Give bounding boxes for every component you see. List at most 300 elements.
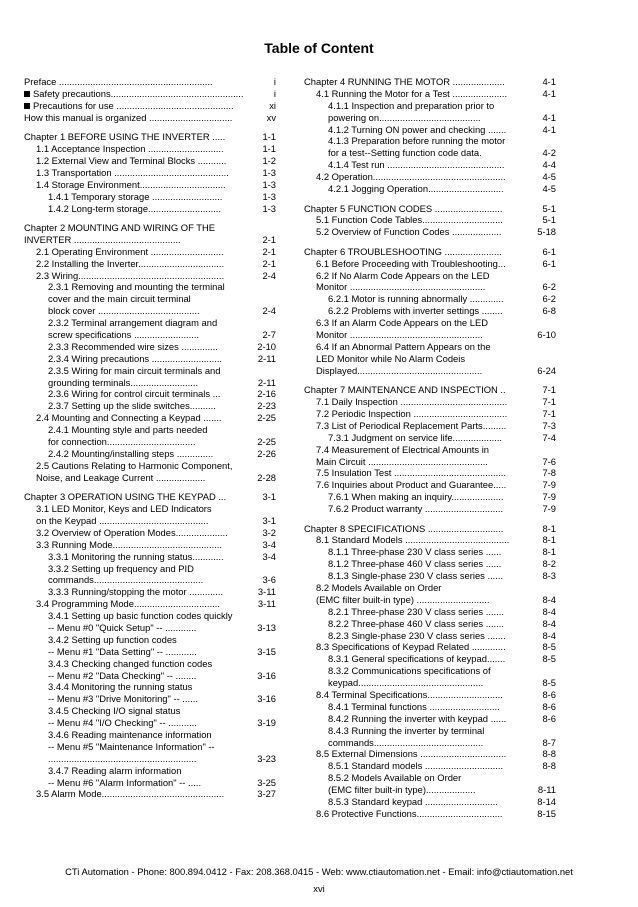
toc-entry-text: 7.6 Inquiries about Product and Guarantee..... <box>316 479 507 491</box>
toc-entry-text: -- Menu #1 "Data Setting" -- ............ <box>48 645 197 657</box>
toc-entry-text: Main Circuit .............................................. <box>316 455 488 467</box>
toc-entry-text: cover and the main circuit terminal <box>48 293 191 305</box>
toc-entry[interactable] <box>304 456 556 468</box>
toc-entry-text: -- Menu #5 "Maintenance Information" -- <box>48 740 215 752</box>
toc-entry-text: Monitor ................................................... <box>316 329 483 340</box>
toc-entry-text: ......................................................... <box>48 752 197 764</box>
toc-entry[interactable] <box>24 436 276 448</box>
toc-entry[interactable] <box>304 570 556 582</box>
toc-entry[interactable] <box>304 214 556 226</box>
toc-entry-text: 7.5 Insulation Test ........................................... <box>316 467 507 479</box>
toc-entry-page: 3-16 <box>257 693 276 705</box>
toc-entry[interactable] <box>304 203 556 215</box>
toc-entry[interactable] <box>24 515 276 527</box>
toc-entry-page: 3-1 <box>262 514 276 526</box>
toc-entry[interactable] <box>304 503 556 515</box>
toc-entry[interactable] <box>304 88 556 100</box>
toc-entry[interactable] <box>24 658 276 670</box>
toc-entry-page: 3-27 <box>257 788 276 800</box>
toc-entry[interactable] <box>24 670 276 682</box>
toc-entry[interactable] <box>304 808 556 820</box>
toc-entry[interactable] <box>24 143 276 155</box>
toc-entry[interactable] <box>24 100 276 112</box>
toc-entry[interactable] <box>304 689 556 701</box>
toc-entry-text: Displayed................................................ <box>316 364 483 376</box>
toc-entry[interactable] <box>304 396 556 408</box>
toc-entry[interactable] <box>304 665 556 677</box>
toc-entry-text: 1.4 Storage Environment................................. <box>36 178 226 190</box>
toc-entry[interactable] <box>24 341 276 353</box>
toc-entry-text: 8.1.3 Single-phase 230 V class series ...... <box>328 570 504 582</box>
toc-entry[interactable] <box>24 460 276 472</box>
toc-entry-page: 3-4 <box>262 550 276 562</box>
toc-entry-page: i <box>273 87 276 99</box>
toc-entry-page: 7-9 <box>542 503 556 515</box>
toc-entry-page: 6-1 <box>542 245 556 257</box>
toc-entry[interactable] <box>24 76 276 88</box>
toc-entry-text: 8.2.2 Three-phase 460 V class series ....... <box>328 617 504 629</box>
toc-entry-text: 2.3.3 Recommended wire sizes .............. <box>48 340 218 352</box>
toc-entry-text: Preface ........................................................... <box>24 76 213 87</box>
toc-entry[interactable] <box>24 622 276 634</box>
toc-entry-text: 3.5 Alarm Mode............................................... <box>36 788 225 800</box>
toc-entry[interactable] <box>304 226 556 238</box>
toc-entry-page: 8-2 <box>542 558 556 570</box>
toc-entry[interactable] <box>24 693 276 705</box>
toc-entry-page: 8-4 <box>542 617 556 629</box>
toc-entry-text: 3.2 Overview of Operation Modes.................... <box>36 526 228 538</box>
toc-entry-text: 1.1 Acceptance Inspection ............................. <box>36 143 224 155</box>
toc-entry[interactable] <box>24 729 276 741</box>
toc-entry[interactable] <box>24 681 276 693</box>
toc-entry-page: 7-3 <box>542 419 556 431</box>
toc-entry[interactable] <box>304 159 556 171</box>
footer-contact: CTi Automation - Phone: 800.894.0412 - Fax: 208.368.0415 - Web: www.ctiautomation.net - Email: info@ctiautomation.net <box>65 866 573 877</box>
toc-entry-page: 2-1 <box>262 245 276 257</box>
toc-entry-text: 2.3.7 Setting up the slide switches.......... <box>48 400 216 412</box>
toc-entry-text: 3.1 LED Monitor, Keys and LED Indicators <box>36 503 212 515</box>
toc-entry-text: 3.3 Running Mode.......................................... <box>36 538 223 550</box>
toc-entry[interactable] <box>304 365 556 377</box>
toc-entry[interactable] <box>24 634 276 646</box>
toc-entry[interactable] <box>304 653 556 665</box>
toc-entry-text: 3.3.2 Setting up frequency and PID <box>48 562 194 574</box>
toc-entry[interactable] <box>24 741 276 753</box>
toc-entry[interactable] <box>24 353 276 365</box>
square-bullet-icon <box>24 91 30 97</box>
toc-entry-page: 7-1 <box>542 396 556 408</box>
toc-entry-page: 1-1 <box>262 131 276 143</box>
toc-entry-text: 5.2 Overview of Function Codes ................... <box>316 226 502 238</box>
toc-entry-text: 8.3 Specifications of Keypad Related ............. <box>316 641 506 653</box>
toc-entry[interactable] <box>24 753 276 765</box>
toc-entry-page: 2-28 <box>257 471 276 483</box>
toc-entry-text: 6.2.2 Problems with inverter settings ........ <box>328 305 503 317</box>
toc-entry[interactable] <box>304 432 556 444</box>
toc-entry-page: 1-3 <box>262 190 276 202</box>
toc-entry[interactable] <box>304 408 556 420</box>
toc-entry-text: 4.1 Running the Motor for a Test ..................... <box>316 87 508 99</box>
toc-entry-page: xi <box>269 99 276 111</box>
toc-entry-page: 8-4 <box>542 629 556 641</box>
toc-entry-page: 8-11 <box>537 784 556 796</box>
toc-entry-text: -- Menu #3 "Drive Monitoring" -- ...... <box>48 693 198 705</box>
toc-entry-text: 4.1.3 Preparation before running the motor <box>328 135 506 147</box>
toc-entry-text: 6.4 If an Abnormal Pattern Appears on the <box>316 340 491 352</box>
toc-entry[interactable] <box>304 491 556 503</box>
toc-entry-page: 6-8 <box>542 305 556 317</box>
toc-entry-text: (EMC filter built-in type)................... <box>328 784 476 796</box>
toc-entry-page: 3-25 <box>257 776 276 788</box>
toc-entry[interactable] <box>24 539 276 551</box>
toc-entry[interactable] <box>304 281 556 293</box>
toc-entry-text: INVERTER ......................................... <box>24 233 181 245</box>
toc-entry-text: 7.3 List of Periodical Replacement Parts......... <box>316 419 507 431</box>
toc-entry-text: 8.2 Models Available on Order <box>316 582 442 593</box>
toc-entry-text: 2.2 Installing the Inverter................................. <box>36 257 225 269</box>
toc-entry-text: Chapter 7 MAINTENANCE AND INSPECTION .. <box>304 384 506 396</box>
toc-entry[interactable] <box>24 527 276 539</box>
toc-entry[interactable] <box>24 777 276 789</box>
toc-entry-page: 2-11 <box>257 352 276 364</box>
toc-entry-text: 6.3 If an Alarm Code Appears on the LED <box>316 317 488 329</box>
toc-entry-page: 7-8 <box>542 467 556 479</box>
toc-entry-text: keypad................................................ <box>328 677 484 689</box>
toc-entry-text: 8.1.2 Three-phase 460 V class series ...... <box>328 558 502 570</box>
toc-entry-page: 2-10 <box>257 340 276 352</box>
toc-entry[interactable] <box>304 135 556 147</box>
toc-entry[interactable] <box>304 748 556 760</box>
toc-entry-page: 1-2 <box>262 154 276 166</box>
toc-entry-page: 3-11 <box>257 586 276 598</box>
toc-entry-text: commands.......................................... <box>48 574 204 586</box>
toc-entry-page: 3-11 <box>257 598 276 610</box>
toc-entry[interactable] <box>304 246 556 258</box>
toc-entry[interactable] <box>304 171 556 183</box>
toc-entry-page: 7-9 <box>542 491 556 503</box>
toc-entry-page: 3-6 <box>262 574 276 586</box>
toc-entry-text: 2.3.5 Wiring for main circuit terminals and <box>48 364 221 376</box>
toc-entry-page: 7-1 <box>542 407 556 419</box>
toc-entry-text: 6.2 If No Alarm Code Appears on the LED <box>316 269 490 281</box>
toc-entry-page: 1-3 <box>262 166 276 178</box>
toc-entry-text: 8.4.1 Terminal functions ........................... <box>328 700 500 712</box>
toc-entry[interactable] <box>304 112 556 124</box>
toc-entry[interactable] <box>24 598 276 610</box>
toc-entry-text: 2.3 Wiring........................................................ <box>36 269 225 281</box>
toc-entry-page: 1-1 <box>262 143 276 155</box>
toc-entry-page: 8-1 <box>542 534 556 546</box>
toc-entry-page: 4-2 <box>542 147 556 159</box>
toc-entry-text: 8.4 Terminal Specifications............................. <box>316 689 503 701</box>
toc-entry-page: 6-10 <box>537 329 556 340</box>
toc-entry-text: Monitor .................................................... <box>316 281 486 293</box>
toc-entry-text: block cover ....................................... <box>48 305 200 317</box>
toc-entry-page: 8-15 <box>537 807 556 819</box>
toc-entry-text: grounding terminals.......................... <box>48 376 199 388</box>
toc-entry[interactable] <box>24 765 276 777</box>
toc-entry[interactable] <box>304 641 556 653</box>
toc-entry-text: 7.1 Daily Inspection ......................................... <box>316 396 508 408</box>
toc-entry[interactable] <box>304 479 556 491</box>
toc-entry-text: 3.4.7 Reading alarm information <box>48 764 182 776</box>
toc-entry-text: 5.1 Function Code Tables............................... <box>316 214 503 226</box>
toc-entry-page: 3-16 <box>257 669 276 681</box>
toc-entry[interactable] <box>304 606 556 618</box>
toc-entry[interactable] <box>304 305 556 317</box>
toc-entry-page: 6-24 <box>537 364 556 376</box>
toc-entry-page: 1-3 <box>262 202 276 214</box>
toc-entry-page: 4-4 <box>542 159 556 171</box>
toc-entry[interactable] <box>304 147 556 159</box>
toc-entry-text: Chapter 1 BEFORE USING THE INVERTER ..... <box>24 131 226 143</box>
toc-entry[interactable] <box>24 388 276 400</box>
toc-entry[interactable] <box>24 503 276 515</box>
toc-right-column <box>304 76 556 820</box>
toc-entry[interactable] <box>304 546 556 558</box>
toc-entry-page: 2-7 <box>262 329 276 340</box>
toc-entry-text: 6.2.1 Motor is running abnormally ............. <box>328 293 504 305</box>
toc-entry-page: 3-2 <box>262 526 276 538</box>
toc-entry-page: 4-1 <box>542 76 556 87</box>
toc-entry[interactable] <box>304 558 556 570</box>
toc-entry[interactable] <box>24 281 276 293</box>
toc-entry-text: 7.2 Periodic Inspection .................................... <box>316 407 508 419</box>
toc-entry[interactable] <box>304 384 556 396</box>
toc-entry-text: Noise, and Leakage Current ................... <box>36 471 206 483</box>
toc-entry-text: 8.1.1 Three-phase 230 V class series ...... <box>328 546 502 558</box>
toc-entry-text: 7.4 Measurement of Electrical Amounts in <box>316 443 489 455</box>
toc-entry[interactable] <box>304 772 556 784</box>
toc-entry-page: 8-8 <box>542 748 556 760</box>
toc-entry-page: 8-4 <box>542 593 556 605</box>
toc-entry-text: 3.4.6 Reading maintenance information <box>48 728 212 740</box>
toc-entry-page: 7-4 <box>542 431 556 443</box>
square-bullet-icon <box>24 103 30 109</box>
toc-entry-text: 8.5 External Dimensions ................................. <box>316 748 507 760</box>
toc-entry-text: Chapter 3 OPERATION USING THE KEYPAD ... <box>24 491 227 503</box>
toc-entry-text: 8.4.3 Running the inverter by terminal <box>328 724 485 736</box>
toc-entry[interactable] <box>24 574 276 586</box>
toc-entry[interactable] <box>24 788 276 800</box>
toc-entry-text: -- Menu #6 "Alarm Information" -- ..... <box>48 776 202 788</box>
toc-entry[interactable] <box>24 472 276 484</box>
toc-entry[interactable] <box>24 293 276 305</box>
toc-entry[interactable] <box>24 112 276 124</box>
toc-entry-text: 6.1 Before Proceeding with Troubleshooting... <box>316 257 506 269</box>
toc-entry[interactable] <box>24 179 276 191</box>
toc-entry-page: 8-6 <box>542 700 556 712</box>
toc-entry-text: 8.5.1 Standard models .............................. <box>328 760 504 772</box>
toc-entry-page: 8-5 <box>542 641 556 653</box>
toc-entry[interactable] <box>24 131 276 143</box>
toc-entry-text: 8.5.2 Models Available on Order <box>328 772 462 784</box>
toc-entry-page: xv <box>266 111 276 123</box>
toc-entry-text: 3.4.4 Monitoring the running status <box>48 681 193 693</box>
toc-entry-text: 4.2 Operation................................................... <box>316 171 506 183</box>
toc-entry-text: 8.2.3 Single-phase 230 V class series ....... <box>328 629 506 641</box>
toc-entry[interactable] <box>24 88 276 100</box>
toc-entry[interactable] <box>304 630 556 642</box>
toc-entry-text: 2.3.2 Terminal arrangement diagram and <box>48 317 218 329</box>
toc-entry[interactable] <box>24 191 276 203</box>
toc-entry-page: 4-5 <box>542 171 556 183</box>
toc-entry-text: screw specifications ......................... <box>48 329 200 340</box>
toc-entry-page: 3-19 <box>257 717 276 729</box>
toc-entry[interactable] <box>24 448 276 460</box>
toc-entry-page: 3-15 <box>257 645 276 657</box>
toc-entry-page: 2-25 <box>257 436 276 448</box>
toc-entry[interactable] <box>304 329 556 341</box>
toc-entry-text: commands.......................................... <box>328 736 484 748</box>
toc-entry-page: 8-6 <box>542 689 556 701</box>
toc-entry[interactable] <box>24 377 276 389</box>
toc-entry[interactable] <box>304 534 556 546</box>
toc-entry-text: Chapter 6 TROUBLESHOOTING ...................... <box>304 245 502 257</box>
toc-entry-page: 4-5 <box>542 183 556 195</box>
toc-entry[interactable] <box>304 76 556 88</box>
toc-entry-text: powering on....................................... <box>328 111 481 123</box>
toc-entry-text: 7.6.2 Product warranty .............................. <box>328 503 504 515</box>
toc-entry[interactable] <box>24 365 276 377</box>
toc-entry-page: 2-25 <box>257 412 276 424</box>
toc-entry-text: 3.4.5 Checking I/O signal status <box>48 705 181 717</box>
toc-entry-page: 8-7 <box>542 736 556 748</box>
toc-entry-page: 7-1 <box>542 384 556 396</box>
toc-entry[interactable] <box>304 353 556 365</box>
toc-entry[interactable] <box>24 424 276 436</box>
toc-entry[interactable] <box>24 317 276 329</box>
toc-entry[interactable] <box>24 563 276 575</box>
toc-entry[interactable] <box>304 737 556 749</box>
toc-entry-page: 4-1 <box>542 123 556 135</box>
toc-entry-text: LED Monitor while No Alarm Codeis <box>316 352 466 364</box>
toc-entry[interactable] <box>304 293 556 305</box>
toc-entry-text: Precautions for use ............................................. <box>33 99 234 111</box>
toc-entry[interactable] <box>24 400 276 412</box>
toc-entry-text: 8.3.1 General specifications of keypad....... <box>328 653 506 665</box>
toc-entry-page: 8-8 <box>542 760 556 772</box>
toc-entry[interactable] <box>304 701 556 713</box>
toc-entry-page: 3-23 <box>257 752 276 764</box>
toc-entry-text: 3.4 Programming Mode................................. <box>36 598 220 610</box>
toc-entry[interactable] <box>24 305 276 317</box>
toc-entry[interactable] <box>24 329 276 341</box>
toc-entry[interactable] <box>24 155 276 167</box>
toc-entry-text: 3.4.3 Checking changed function codes <box>48 657 213 669</box>
toc-entry-page: 8-14 <box>537 796 556 808</box>
toc-entry-page: 8-3 <box>542 570 556 582</box>
toc-entry-page: 2-26 <box>257 447 276 459</box>
toc-entry[interactable] <box>24 491 276 503</box>
toc-entry-text: 1.2 External View and Terminal Blocks ........... <box>36 154 227 166</box>
toc-entry-page: 7-6 <box>542 455 556 467</box>
toc-entry[interactable] <box>304 713 556 725</box>
toc-entry-text: 8.1 Standard Models ........................................ <box>316 534 510 546</box>
toc-entry-page: 6-2 <box>542 293 556 305</box>
toc-entry-page: 1-3 <box>262 178 276 190</box>
toc-entry[interactable] <box>304 341 556 353</box>
toc-entry-page: 8-4 <box>542 605 556 617</box>
toc-entry[interactable] <box>24 246 276 258</box>
toc-entry[interactable] <box>24 551 276 563</box>
toc-entry[interactable] <box>304 796 556 808</box>
toc-entry-text: 4.2.1 Jogging Operation............................. <box>328 183 504 195</box>
toc-entry[interactable] <box>304 444 556 456</box>
toc-entry-text: 8.2.1 Three-phase 230 V class series ....... <box>328 605 504 617</box>
toc-entry-text: 2.5 Cautions Relating to Harmonic Component, <box>36 459 233 471</box>
toc-entry-page: 8-5 <box>542 677 556 689</box>
toc-entry[interactable] <box>304 594 556 606</box>
toc-entry-text: Chapter 4 RUNNING THE MOTOR .................... <box>304 76 505 87</box>
toc-entry[interactable] <box>304 760 556 772</box>
toc-entry-page: 8-1 <box>542 546 556 558</box>
toc-entry-page: 3-4 <box>262 538 276 550</box>
toc-entry-text: 8.6 Protective Functions................................. <box>316 807 503 819</box>
toc-entry[interactable] <box>304 725 556 737</box>
toc-entry-text: 2.4.1 Mounting style and parts needed <box>48 424 208 436</box>
toc-entry-page: 7-9 <box>542 479 556 491</box>
toc-entry-page: 8-5 <box>542 653 556 665</box>
toc-entry[interactable] <box>304 582 556 594</box>
toc-entry[interactable] <box>24 610 276 622</box>
toc-entry[interactable] <box>24 234 276 246</box>
toc-entry[interactable] <box>24 222 276 234</box>
toc-entry-text: for a test--Setting function code data. <box>328 147 482 159</box>
toc-entry-page: i <box>273 76 276 87</box>
toc-entry-page: 2-4 <box>262 305 276 317</box>
toc-entry[interactable] <box>304 183 556 195</box>
toc-entry-text: 8.5.3 Standard keypad ............................ <box>328 796 498 808</box>
toc-entry-text: 2.4.2 Mounting/installing steps .............. <box>48 447 214 459</box>
toc-entry-text: 1.4.2 Long-term storage............................ <box>48 202 221 214</box>
toc-entry[interactable] <box>24 586 276 598</box>
toc-entry-text: -- Menu #4 "I/O Checking" -- ........... <box>48 717 197 729</box>
toc-entry-page: 3-1 <box>262 491 276 503</box>
toc-entry-text: Chapter 5 FUNCTION CODES .......................... <box>304 202 503 214</box>
toc-entry-text: 4.1.4 Test run ............................................. <box>328 159 505 171</box>
toc-entry[interactable] <box>24 412 276 424</box>
toc-entry[interactable] <box>304 784 556 796</box>
toc-entry[interactable] <box>304 677 556 689</box>
toc-entry-text: 1.4.1 Temporary storage ........................... <box>48 190 223 202</box>
toc-entry[interactable] <box>24 705 276 717</box>
toc-entry[interactable] <box>304 270 556 282</box>
toc-left-column <box>24 76 276 800</box>
toc-entry-text: Chapter 2 MOUNTING AND WIRING OF THE <box>24 221 215 233</box>
toc-entry[interactable] <box>304 100 556 112</box>
toc-entry[interactable] <box>24 270 276 282</box>
toc-entry[interactable] <box>24 646 276 658</box>
toc-entry-text: on the Keypad .......................................... <box>36 514 209 526</box>
toc-entry[interactable] <box>304 317 556 329</box>
toc-entry-text: 4.1.1 Inspection and preparation prior to <box>328 99 495 111</box>
toc-entry[interactable] <box>24 258 276 270</box>
toc-entry[interactable] <box>304 618 556 630</box>
toc-entry-page: 6-1 <box>542 257 556 269</box>
toc-entry[interactable] <box>24 203 276 215</box>
toc-entry-text: -- Menu #0 "Quick Setup" -- ............ <box>48 621 197 633</box>
toc-entry[interactable] <box>304 124 556 136</box>
toc-entry[interactable] <box>24 717 276 729</box>
toc-entry[interactable] <box>24 167 276 179</box>
toc-entry[interactable] <box>304 420 556 432</box>
toc-entry[interactable] <box>304 258 556 270</box>
toc-entry-text: 7.6.1 When making an inquiry.................... <box>328 491 504 503</box>
toc-entry[interactable] <box>304 523 556 535</box>
toc-entry-page: 5-18 <box>537 226 556 238</box>
toc-entry[interactable] <box>304 467 556 479</box>
